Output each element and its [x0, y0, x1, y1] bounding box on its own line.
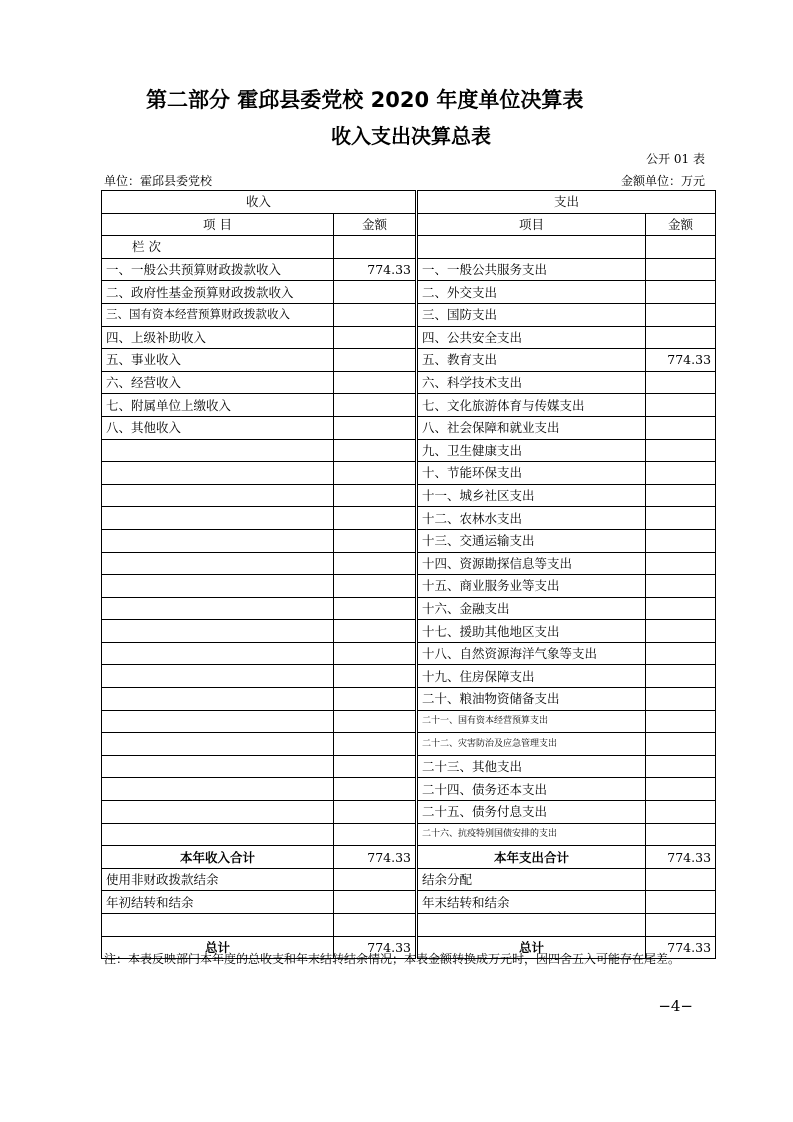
amount-unit-label: 金额单位：万元 [620, 174, 705, 188]
income-amount [334, 642, 416, 665]
unit-label: 单位：霍邱县委党校 [104, 174, 213, 188]
expense-total-label: 本年支出合计 [418, 846, 646, 869]
income-amount [334, 575, 416, 598]
income-amount [334, 371, 416, 394]
expense-amount [646, 462, 716, 485]
income-item: 六、经营收入 [102, 371, 334, 394]
expense-amount [646, 575, 716, 598]
income-item: 七、附属单位上缴收入 [102, 394, 334, 417]
income-expense-table [101, 190, 716, 959]
expense-amount [646, 439, 716, 462]
table-row [102, 371, 716, 394]
table-row [102, 529, 716, 552]
income-amount [334, 281, 416, 304]
footnote: 注：本表反映部门本年度的总收支和年末结转结余情况；本表金额转换成万元时，因四舍五入可能存在尾差。 [104, 952, 681, 966]
table-row [102, 755, 716, 778]
income-amount [334, 416, 416, 439]
expense-amount [646, 733, 716, 756]
income-item [102, 778, 334, 801]
table-row [102, 575, 716, 598]
table-row [102, 891, 716, 914]
expense-item: 十一、城乡社区支出 [418, 484, 646, 507]
expense-amount [646, 801, 716, 824]
income-item [102, 665, 334, 688]
income-item: 四、上级补助收入 [102, 326, 334, 349]
income-total-label: 本年收入合计 [102, 846, 334, 869]
income-amount [334, 484, 416, 507]
table-row [102, 303, 716, 326]
income-item [102, 552, 334, 575]
closing-balance-label: 年末结转和结余 [418, 891, 646, 914]
table-row [102, 281, 716, 304]
header-row-columns [102, 213, 716, 236]
column-sequence-row [102, 236, 716, 259]
expense-amount [646, 597, 716, 620]
income-item [102, 801, 334, 824]
table-row [102, 620, 716, 643]
income-item: 三、国有资本经营预算财政拨款收入 [102, 303, 334, 326]
table-row [102, 868, 716, 891]
expense-amount [646, 688, 716, 711]
expense-amount [646, 507, 716, 530]
income-amount [334, 778, 416, 801]
expense-amount [646, 484, 716, 507]
expense-item: 八、社会保障和就业支出 [418, 416, 646, 439]
expense-amount-column-header: 金额 [646, 213, 716, 236]
income-item [102, 710, 334, 733]
income-item [102, 823, 334, 846]
expense-amount [646, 416, 716, 439]
income-amount [334, 462, 416, 485]
grand-total-income-value: 774.33 [334, 936, 416, 959]
expense-item: 十六、金融支出 [418, 597, 646, 620]
table-row [102, 416, 716, 439]
expense-item: 二十二、灾害防治及应急管理支出 [418, 733, 646, 756]
table-row [102, 597, 716, 620]
expense-item: 十四、资源勘探信息等支出 [418, 552, 646, 575]
table-row [102, 710, 716, 733]
income-amount-column-header: 金额 [334, 213, 416, 236]
expense-amount [646, 710, 716, 733]
non-fiscal-balance-label: 使用非财政拨款结余 [102, 868, 334, 891]
table-row [102, 462, 716, 485]
form-number: 公开 01 表 [646, 152, 705, 166]
expense-amount [646, 394, 716, 417]
expense-amount [646, 823, 716, 846]
income-amount [334, 529, 416, 552]
expense-item: 十七、援助其他地区支出 [418, 620, 646, 643]
income-item: 二、政府性基金预算财政拨款收入 [102, 281, 334, 304]
income-amount [334, 394, 416, 417]
income-item [102, 597, 334, 620]
income-amount [334, 552, 416, 575]
table-row [102, 801, 716, 824]
total-row [102, 846, 716, 869]
expense-amount [646, 258, 716, 281]
income-item [102, 507, 334, 530]
income-amount [334, 823, 416, 846]
table-row [102, 258, 716, 281]
opening-balance-label: 年初结转和结余 [102, 891, 334, 914]
income-item [102, 620, 334, 643]
table-row [102, 349, 716, 372]
income-item [102, 529, 334, 552]
income-total-value: 774.33 [334, 846, 416, 869]
income-item: 一、一般公共预算财政拨款收入 [102, 258, 334, 281]
expense-item: 七、文化旅游体育与传媒支出 [418, 394, 646, 417]
income-amount [334, 439, 416, 462]
table-row [102, 484, 716, 507]
expense-item: 九、卫生健康支出 [418, 439, 646, 462]
expense-section-header: 支出 [418, 191, 716, 214]
expense-item: 十八、自然资源海洋气象等支出 [418, 642, 646, 665]
income-amount [334, 597, 416, 620]
income-amount [334, 349, 416, 372]
balance-distribution-label: 结余分配 [418, 868, 646, 891]
expense-item: 二、外交支出 [418, 281, 646, 304]
income-amount [334, 710, 416, 733]
income-amount [334, 755, 416, 778]
income-section-header: 收入 [102, 191, 416, 214]
income-item: 八、其他收入 [102, 416, 334, 439]
header-row-sections [102, 191, 716, 214]
grand-total-income-label: 总计 [102, 936, 334, 959]
expense-amount [646, 778, 716, 801]
table-row [102, 688, 716, 711]
grand-total-expense-label: 总计 [418, 936, 646, 959]
expense-amount [646, 326, 716, 349]
grand-total-expense-value: 774.33 [646, 936, 716, 959]
expense-item: 二十五、债务付息支出 [418, 801, 646, 824]
income-amount [334, 507, 416, 530]
expense-amount: 774.33 [646, 349, 716, 372]
table-row [102, 552, 716, 575]
table-title: 收入支出决算总表 [331, 124, 491, 148]
table-row [102, 394, 716, 417]
expense-item: 二十六、抗疫特别国债安排的支出 [418, 823, 646, 846]
expense-amount [646, 665, 716, 688]
expense-item: 六、科学技术支出 [418, 371, 646, 394]
income-item [102, 755, 334, 778]
expense-item: 二十一、国有资本经营预算支出 [418, 710, 646, 733]
income-amount [334, 326, 416, 349]
expense-item: 二十三、其他支出 [418, 755, 646, 778]
income-amount [334, 665, 416, 688]
income-item [102, 688, 334, 711]
expense-amount [646, 371, 716, 394]
expense-item: 十九、住房保障支出 [418, 665, 646, 688]
page-title: 第二部分 霍邱县委党校 2020 年度单位决算表 [146, 88, 584, 112]
column-sequence-label: 栏 次 [102, 236, 334, 259]
income-item: 五、事业收入 [102, 349, 334, 372]
income-amount [334, 303, 416, 326]
expense-item: 五、教育支出 [418, 349, 646, 372]
income-item [102, 439, 334, 462]
empty-row [102, 914, 716, 937]
table-row [102, 733, 716, 756]
expense-item: 一、一般公共服务支出 [418, 258, 646, 281]
expense-amount [646, 755, 716, 778]
expense-amount [646, 529, 716, 552]
table-row [102, 507, 716, 530]
expense-amount [646, 552, 716, 575]
expense-item: 四、公共安全支出 [418, 326, 646, 349]
expense-item: 十二、农林水支出 [418, 507, 646, 530]
page-number: −4− [658, 997, 693, 1015]
income-item [102, 484, 334, 507]
expense-item: 十、节能环保支出 [418, 462, 646, 485]
income-amount [334, 801, 416, 824]
income-amount [334, 620, 416, 643]
income-item-column-header: 项 目 [102, 213, 334, 236]
income-item [102, 733, 334, 756]
expense-item: 二十四、债务还本支出 [418, 778, 646, 801]
table-row [102, 439, 716, 462]
income-item [102, 462, 334, 485]
expense-item: 二十、粮油物资储备支出 [418, 688, 646, 711]
table-row [102, 326, 716, 349]
expense-amount [646, 620, 716, 643]
expense-item: 三、国防支出 [418, 303, 646, 326]
table-row [102, 665, 716, 688]
expense-amount [646, 642, 716, 665]
expense-item: 十三、交通运输支出 [418, 529, 646, 552]
table-row [102, 823, 716, 846]
income-item [102, 642, 334, 665]
expense-amount [646, 281, 716, 304]
expense-amount [646, 303, 716, 326]
income-amount [334, 733, 416, 756]
table-row [102, 642, 716, 665]
income-amount [334, 688, 416, 711]
expense-item: 十五、商业服务业等支出 [418, 575, 646, 598]
expense-total-value: 774.33 [646, 846, 716, 869]
income-amount: 774.33 [334, 258, 416, 281]
income-item [102, 575, 334, 598]
table-row [102, 778, 716, 801]
expense-item-column-header: 项目 [418, 213, 646, 236]
